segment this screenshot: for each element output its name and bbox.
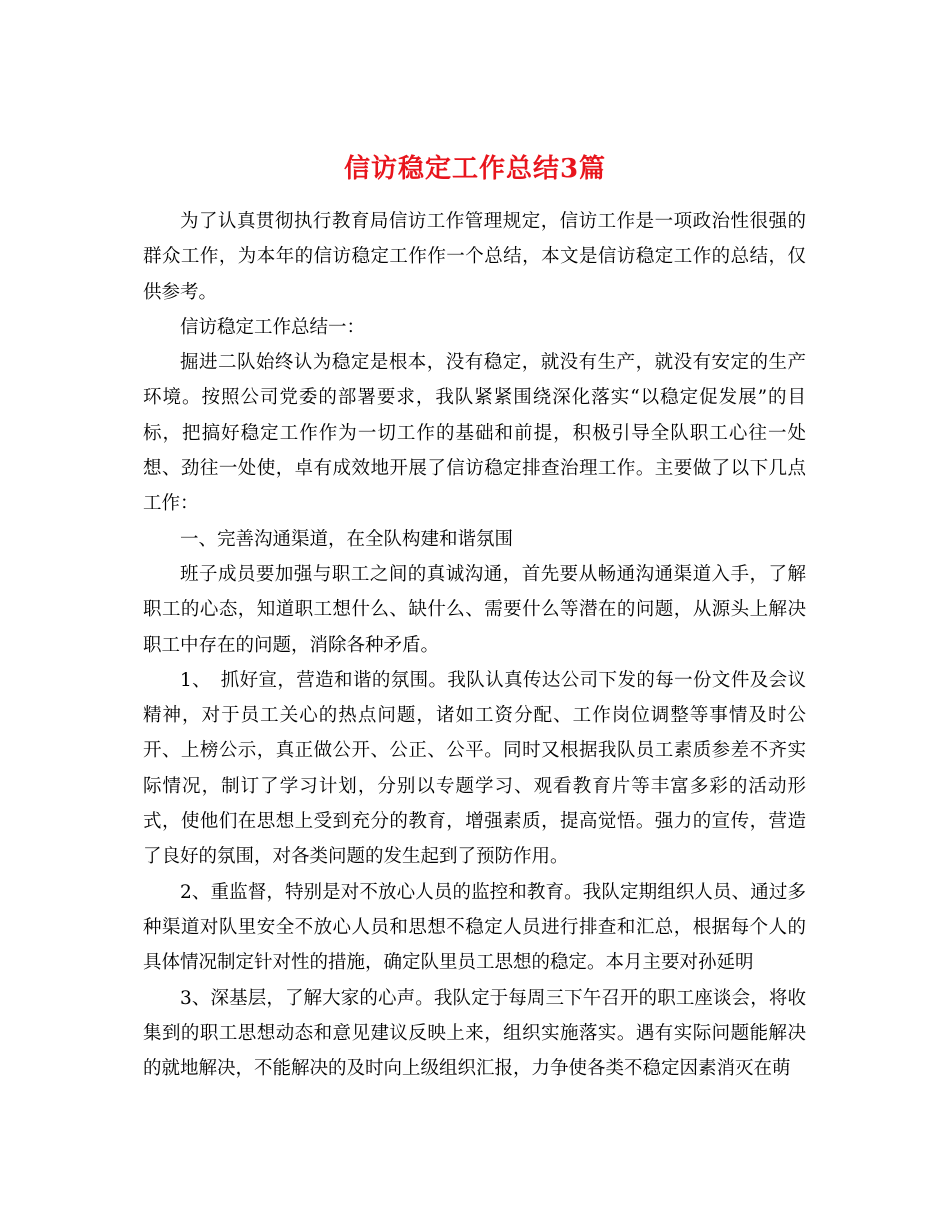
body-paragraph: 掘进二队始终认为稳定是根本，没有稳定，就没有生产，就没有安定的生产环境。按照公司党委的部署要求，我队紧紧围绕深化落实“以稳定促发展”的目标，把搞好稳定工作作为一切工作的基础和前提，积极引导全队职工心往一处想、劲往一处使，卓有成效地开展了信访稳定排查治理工作。主要做了以下几点工作： [143,352,806,515]
section-heading-one: 一、完善沟通渠道，在全队构建和谐氛围 [180,528,514,550]
list-item-2: 2、重监督，特别是对不放心人员的监控和教育。我队定期组织人员、通过多种渠道对队里安全不放心人员和思想不稳定人员进行排查和汇总，根据每个人的具体情况制定针对性的措施，确定队里员工思想的稳定。本月主要对孙延明 [143,881,806,974]
section-heading-summary-one: 信访稳定工作总结一： [180,316,366,338]
document-title: 信访稳定工作总结3篇 [343,154,607,185]
body-paragraph: 班子成员要加强与职工之间的真诚沟通，首先要从畅通沟通渠道入手，了解职工的心态，知道职工想什么、缺什么、需要什么等潜在的问题，从源头上解决职工中存在的问题，消除各种矛盾。 [143,563,806,656]
document-body [143,204,806,1086]
list-item-3: 3、深基层，了解大家的心声。我队定于每周三下午召开的职工座谈会，将收集到的职工思想动态和意见建议反映上来，组织实施落实。遇有实际问题能解决的就地解决，不能解决的及时向上级组织汇报，力争使各类不稳定因素消灭在萌 [143,987,806,1080]
list-item-1: 1、 抓好宣，营造和谐的氛围。我队认真传达公司下发的每一份文件及会议精神，对于员工关心的热点问题，诸如工资分配、工作岗位调整等事情及时公开、上榜公示，真正做公开、公正、公平。同时又根据我队员工素质参差不齐实际情况，制订了学习计划，分别以专题学习、观看教育片等丰富多彩的活动形式，使他们在思想上受到充分的教育，增强素质，提高觉悟。强力的宣传，营造了良好的氛围，对各类问题的发生起到了预防作用。 [143,669,806,868]
intro-paragraph: 为了认真贯彻执行教育局信访工作管理规定，信访工作是一项政治性很强的群众工作，为本年的信访稳定工作作一个总结，本文是信访稳定工作的总结，仅供参考。 [143,211,806,303]
